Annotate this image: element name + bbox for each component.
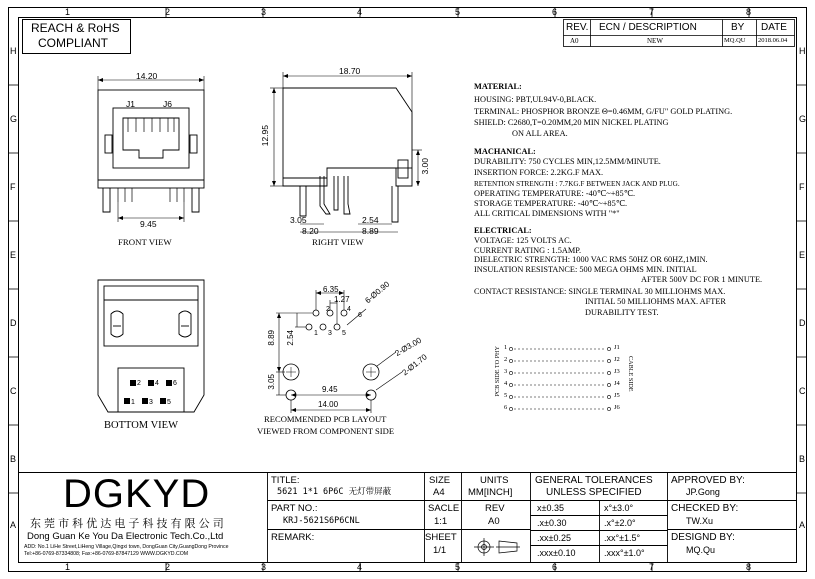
schematic-pin: 3 <box>504 368 508 375</box>
by-header: BY <box>731 22 745 33</box>
scale-value: 1:1 <box>434 516 448 527</box>
mechanical-title: MACHANICAL: <box>474 147 536 156</box>
frame-column-label: 6 <box>552 7 558 17</box>
material-line: ON ALL AREA. <box>512 129 568 138</box>
schematic-right-label: CABLE SIDE <box>627 356 635 392</box>
pcb-hole-090: 6-Ø0.90 <box>363 279 392 306</box>
tolerance-linear: .xxx±0.10 <box>537 548 576 558</box>
pcb-caption-1: RECOMMENDED PCB LAYOUT <box>264 414 387 424</box>
pcb-pin-label: 2 <box>326 306 330 313</box>
pcb-dim-1400: 14.00 <box>318 400 339 409</box>
part-no-value: KRJ-5621S6P6CNL <box>283 516 360 526</box>
bottom-view-caption: BOTTOM VIEW <box>104 420 178 431</box>
electrical-line: DIELECTRIC STRENGTH: 1000 VAC RMS 50HZ OR 60HZ,1MIN. <box>474 255 708 264</box>
front-view-caption: FRONT VIEW <box>118 237 172 247</box>
approved-label: APPROVED BY: <box>671 475 745 486</box>
frame-column-label: 1 <box>65 7 71 17</box>
frame-column-label: 6 <box>552 562 558 572</box>
company-logo: DGKYD <box>63 472 211 516</box>
size-label: SIZE <box>429 475 451 486</box>
electrical-line: CONTACT RESISTANCE: SINGLE TERMINAL 30 MILLIOHMS MAX. <box>474 287 726 296</box>
pcb-dim-635: 6.35 <box>323 285 339 294</box>
material-line: HOUSING: PBT,UL94V-0,BLACK. <box>474 95 597 104</box>
bottom-pin-label: 5 <box>167 399 171 406</box>
bottom-pin-label: 1 <box>131 399 135 406</box>
company-name-cn: 东 莞 市 科 优 达 电 子 科 技 有 限 公 司 <box>30 518 224 530</box>
frame-column-label: 8 <box>746 562 752 572</box>
front-width-dim: 14.20 <box>136 71 158 81</box>
electrical-title: ELECTRICAL: <box>474 226 532 235</box>
frame-column-label: 4 <box>357 562 363 572</box>
front-pin-dim: 9.45 <box>140 219 157 229</box>
pcb-dim-889: 8.89 <box>267 330 276 346</box>
schematic-jack-pin: J3 <box>614 368 620 375</box>
title-label: TITLE: <box>271 475 300 486</box>
schematic-jack-pin: J5 <box>614 392 620 399</box>
mechanical-line: OPERATING TEMPERATURE: -40℃~+85℃. <box>474 189 636 198</box>
schematic-jack-pin: J2 <box>614 356 620 363</box>
right-length-dim: 18.70 <box>339 66 361 76</box>
date-value: 2018.06.04 <box>758 37 788 44</box>
ecn-value: NEW <box>647 37 663 45</box>
designed-label: DESIGND BY: <box>671 532 735 543</box>
rev-value: A0 <box>570 37 579 45</box>
tolerance-angular: x°±3.0° <box>604 503 634 513</box>
schematic-pin: 6 <box>504 404 508 411</box>
designed-value: MQ.Qu <box>686 545 716 555</box>
schematic-nodes <box>509 347 610 410</box>
frame-column-label: 8 <box>746 7 752 17</box>
schematic-left-label: PCB SIDE TO PHY <box>494 346 501 397</box>
compliance-line-1: REACH & RoHS <box>31 21 120 35</box>
material-line: SHIELD: C2680,T=0.20MM,20 MIN NICKEL PLATING <box>474 118 669 127</box>
tolerance-angular: .xxx°±1.0° <box>604 548 645 558</box>
pcb-dim-945: 9.45 <box>322 385 338 394</box>
tolerance-angular: .xx°±1.5° <box>604 533 641 543</box>
frame-row-label: D <box>799 318 806 328</box>
checked-label: CHECKED BY: <box>671 503 739 514</box>
checked-value: TW.Xu <box>686 516 714 526</box>
schematic-pin: 4 <box>504 380 508 387</box>
approved-value: JP.Gong <box>686 487 720 497</box>
mechanical-line: STORAGE TEMPERATURE: -40℃~+85℃. <box>474 199 628 208</box>
frame-column-label: 7 <box>649 562 655 572</box>
tolerance-linear: .x±0.30 <box>537 518 567 528</box>
bottom-pin-label: 6 <box>173 380 177 387</box>
bottom-pin-label: 4 <box>155 380 159 387</box>
pcb-caption-2: VIEWED FROM COMPONENT SIDE <box>257 426 395 436</box>
frame-row-label: C <box>799 386 806 396</box>
frame-row-label: E <box>10 250 17 260</box>
frame-column-label: 2 <box>165 7 171 17</box>
units-label: UNITS <box>480 475 509 486</box>
material-line: TERMINAL: PHOSPHOR BRONZE Θ=0.46MM, G/FU" GOLD PLATING. <box>474 107 733 116</box>
right-dim-254: 2.54 <box>362 215 379 225</box>
frame-row-label: E <box>799 250 806 260</box>
frame-column-label: 3 <box>261 7 267 17</box>
schematic-jack-pin: J4 <box>614 380 620 387</box>
schematic-jack-pin: J6 <box>614 404 620 411</box>
rev-label: REV <box>485 503 505 514</box>
front-j1-label: J1 <box>126 99 135 109</box>
tolerance-title-2: UNLESS SPECIFIED <box>546 487 642 498</box>
right-tab-dim: 3.00 <box>420 158 430 175</box>
frame-row-label: G <box>10 114 18 124</box>
right-dim-889: 8.89 <box>362 226 379 236</box>
electrical-line: INITIAL 50 MILLIOHMS MAX. AFTER <box>585 297 726 306</box>
material-title: MATERIAL: <box>474 82 522 91</box>
right-view-caption: RIGHT VIEW <box>312 237 364 247</box>
pcb-dim-127: 1.27 <box>334 295 350 304</box>
rev-value: A0 <box>488 516 500 527</box>
pcb-pin-label: 4 <box>347 306 351 313</box>
tolerance-title-1: GENERAL TOLERANCES <box>535 475 653 486</box>
frame-row-label: G <box>799 114 807 124</box>
frame-column-label: 2 <box>165 562 171 572</box>
front-view-drawing <box>98 76 204 222</box>
mechanical-line: ALL CRITICAL DIMENSIONS WITH "*" <box>474 209 620 218</box>
pcb-hole-300: 2-Ø3.00 <box>393 335 424 358</box>
tolerance-linear: x±0.35 <box>537 503 564 513</box>
units-value: MM[INCH] <box>468 487 513 498</box>
frame-column-label: 5 <box>455 7 461 17</box>
tolerance-linear: .xx±0.25 <box>537 533 571 543</box>
remark-label: REMARK: <box>271 532 315 543</box>
compliance-line-2: COMPLIANT <box>38 36 109 50</box>
rev-header: REV. <box>566 22 589 33</box>
right-view-drawing <box>270 72 422 232</box>
schematic-pin: 1 <box>504 344 508 351</box>
company-contact: Tel:+86-0769-87334808; Fax:+86-0769-87847129 WWW.DGKYD.COM <box>24 551 189 557</box>
title-value: 5621 1*1 6P6C 无灯带屏蔽 <box>277 487 392 497</box>
frame-row-label: D <box>10 318 17 328</box>
electrical-line: VOLTAGE: 125 VOLTS AC. <box>474 236 572 245</box>
electrical-line: CURRENT RATING : 1.5AMP. <box>474 246 582 255</box>
pcb-pin-label: 1 <box>314 330 318 337</box>
schematic-pin: 5 <box>504 392 508 399</box>
frame-row-label: H <box>799 46 806 56</box>
right-dim-305: 3.05 <box>290 215 307 225</box>
electrical-line: AFTER 500V DC FOR 1 MINUTE. <box>641 275 763 284</box>
front-j6-label: J6 <box>163 99 172 109</box>
ecn-header: ECN / DESCRIPTION <box>599 22 697 33</box>
sheet-label: SHEET <box>425 532 457 543</box>
frame-column-label: 5 <box>455 562 461 572</box>
schematic-lines <box>514 349 606 409</box>
bottom-pin-label: 2 <box>137 380 141 387</box>
part-no-label: PART NO.: <box>271 503 318 514</box>
pcb-hole-170: 2-Ø1.70 <box>400 352 429 378</box>
electrical-line: DURABILITY TEST. <box>585 308 659 317</box>
right-dim-820: 8.20 <box>302 226 319 236</box>
frame-row-label: H <box>10 46 17 56</box>
projection-symbol <box>474 538 520 556</box>
size-value: A4 <box>433 487 445 498</box>
frame-row-label: A <box>799 520 806 530</box>
mechanical-line: INSERTION FORCE: 2.2KG.F MAX. <box>474 168 604 177</box>
schematic-pin: 2 <box>504 356 508 363</box>
frame-row-label: C <box>10 386 17 396</box>
frame-column-label: 7 <box>649 7 655 17</box>
pcb-pin-label: 3 <box>328 330 332 337</box>
sheet-value: 1/1 <box>433 545 447 556</box>
frame-column-label: 1 <box>65 562 71 572</box>
mechanical-line: RETENTION STRENGTH : 7.7KG.F BETWEEN JACK AND PLUG. <box>474 180 680 188</box>
pcb-dim-305: 3.05 <box>267 374 276 390</box>
frame-row-label: B <box>10 454 17 464</box>
mechanical-line: DURABILITY: 750 CYCLES MIN,12.5MM/MINUTE. <box>474 157 661 166</box>
bottom-pin-label: 3 <box>149 399 153 406</box>
schematic-jack-pin: J1 <box>614 344 620 351</box>
scale-label: SACLE <box>428 503 460 514</box>
frame-column-label: 3 <box>261 562 267 572</box>
pcb-pin-label: 6 <box>358 312 362 319</box>
frame-row-label: B <box>799 454 806 464</box>
date-header: DATE <box>761 22 787 33</box>
pcb-dim-254: 2.54 <box>286 330 295 346</box>
bottom-view-drawing <box>98 280 204 412</box>
frame-row-label: A <box>10 520 17 530</box>
frame-column-label: 4 <box>357 7 363 17</box>
company-name-en: Dong Guan Ke You Da Electronic Tech.Co.,Ltd <box>27 531 224 542</box>
pcb-pin-label: 5 <box>342 330 346 337</box>
right-height-dim: 12.95 <box>260 125 270 147</box>
frame-row-label: F <box>799 182 805 192</box>
company-address: ADD: No.1 LiHe Street,LiHeng Village,Qingxi town, DongGuan City,GuangDong Province <box>24 544 229 550</box>
electrical-line: INSULATION RESISTANCE: 500 MEGA OHMS MIN. INITIAL <box>474 265 697 274</box>
frame-row-label: F <box>10 182 16 192</box>
by-value: MQ.QU <box>724 37 746 44</box>
tolerance-angular: .x°±2.0° <box>604 518 636 528</box>
